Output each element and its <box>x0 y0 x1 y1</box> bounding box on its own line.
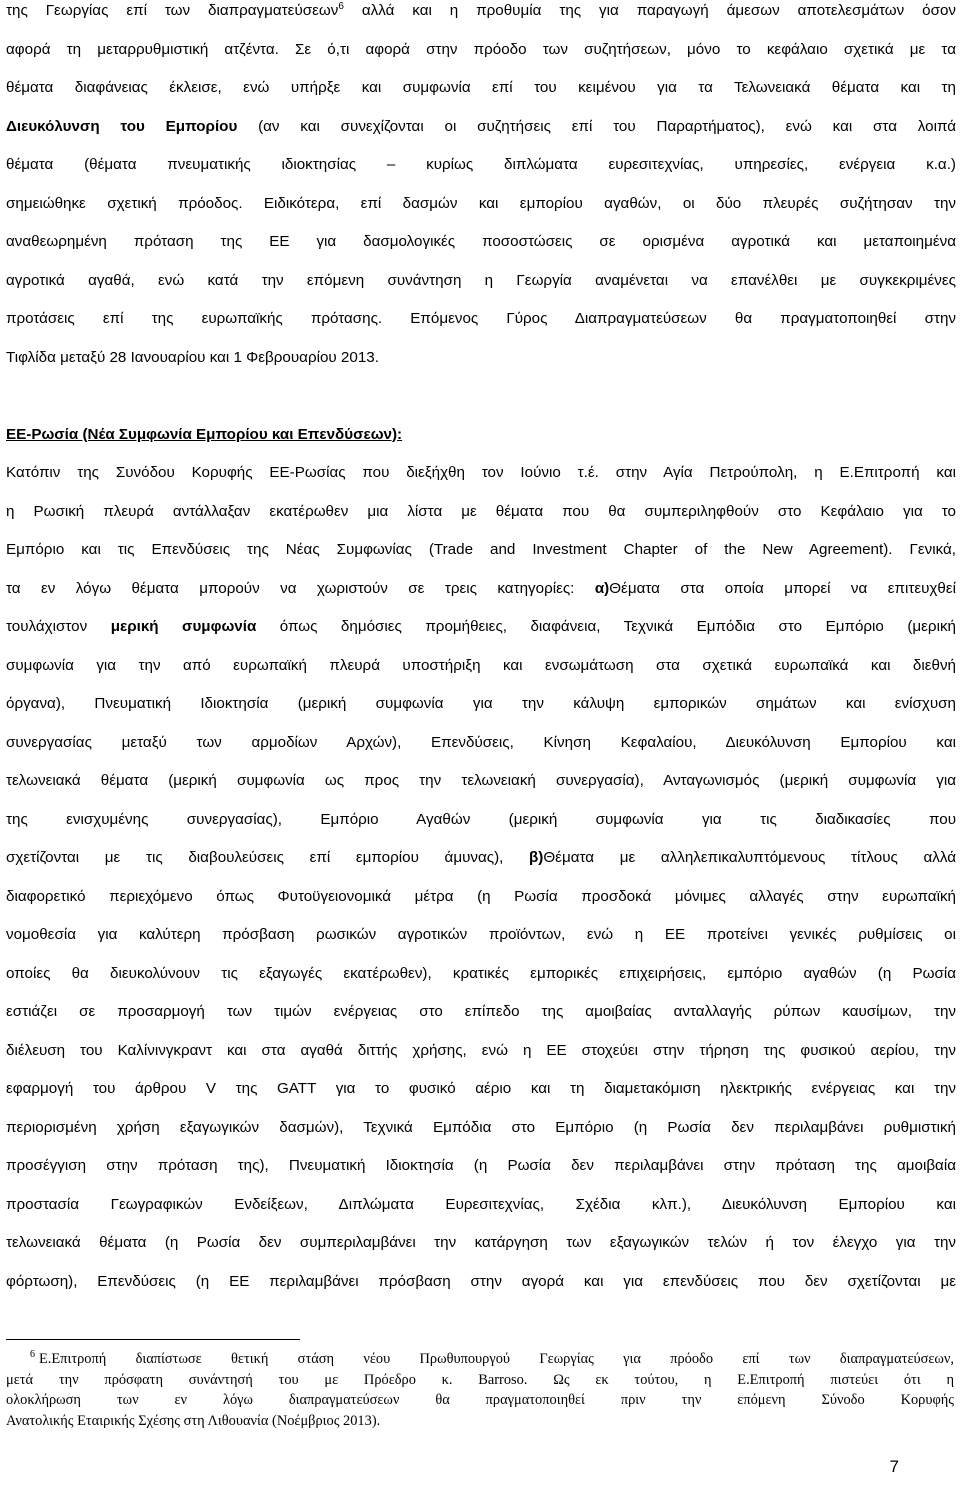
paragraph-georgia <box>6 0 956 377</box>
text-run: Ε.Επιτροπή διαπίστωσε θετική στάση νέου Πρωθυπουργού Γεωργίας για πρόοδο επί των διαπραγματεύσεων, <box>39 1351 954 1367</box>
text-line: συνεργασίας μεταξύ των αρμοδίων Αρχών), Επενδύσεις, Κίνηση Κεφαλαίου, Διευκόλυνση Εμπορίου και <box>6 733 956 751</box>
footnote-line <box>6 1349 954 1370</box>
text-line: προτάσεις επί της ευρωπαϊκής πρότασης. Επόμενος Γύρος Διαπραγματεύσεων θα πραγματοποιηθεί στην <box>6 310 956 327</box>
text-run: Θέματα με αλληλεπικαλυπτόμενους τίτλους αλλά <box>543 849 956 866</box>
text-run: τουλάχιστον <box>6 618 111 635</box>
text-line: οποίες θα διευκολύνουν τις εξαγωγές εκατέρωθεν), κρατικές εμπορικές επιχειρήσεις, εμπόριο αγαθών (η Ρωσία <box>6 964 956 982</box>
text-line: εστιάζει σε προσαρμογή των τιμών ενέργειας στο επίπεδο της αμοιβαίας ανταλλαγής ρύπων καυσίμων, την <box>6 1003 956 1020</box>
footnote-line: Ανατολικής Εταιρικής Σχέσης στη Λιθουανία (Νοέμβριος 2013). <box>6 1412 381 1429</box>
text-line <box>6 108 956 147</box>
text-line: θέματα (θέματα πνευματικής ιδιοκτησίας – κυρίως διπλώματα ευρεσιτεχνίας, υπηρεσίες, ενέργεια κ.α.) <box>6 156 956 173</box>
text-line: σημειώθηκε σχετική πρόοδος. Ειδικότερα, επί δασμών και εμπορίου αγαθών, οι δύο πλευρές συζήτησαν την <box>6 194 956 212</box>
text-line <box>6 570 956 609</box>
text-run: αλλά και η προθυμία της για παραγωγή άμεσων αποτελεσμάτων όσον <box>343 2 956 19</box>
text-line: τελωνειακά θέματα (μερική συμφωνία ως προς την τελωνειακή συνεργασία), Ανταγωνισμός (μερική συμφωνία για <box>6 772 956 789</box>
text-line: Κατόπιν της Συνόδου Κορυφής ΕΕ-Ρωσίας που διεξήχθη τον Ιούνιο τ.έ. στην Αγία Πετρούπολη, η Ε.Επιτροπή και <box>6 464 956 481</box>
text-line: νομοθεσία για καλύτερη πρόσβαση ρωσικών αγροτικών προϊόντων, ενώ η ΕΕ προτείνει γενικές ρυθμίσεις οι <box>6 926 956 943</box>
text-line: η Ρωσική πλευρά αντάλλαξαν εκατέρωθεν μια λίστα με θέματα που θα συμπεριληφθούν στο Κεφάλαιο για το <box>6 502 956 520</box>
text-line: αναθεωρημένη πρόταση της ΕΕ για δασμολογικές ποσοστώσεις σε ορισμένα αγροτικά και μεταποιημένα <box>6 233 956 250</box>
text-line <box>6 608 956 647</box>
text-line: προσέγγιση στην πρόταση της), Πνευματική Ιδιοκτησία (η Ρωσία δεν περιλαμβάνει στην πρόταση της αμοιβαία <box>6 1157 956 1174</box>
document-page <box>6 0 956 1301</box>
text-line: όργανα), Πνευματική Ιδιοκτησία (μερική συμφωνία για την κάλυψη εμπορικών σημάτων και ενίσχυση <box>6 695 956 712</box>
bold-term: α) <box>594 579 610 597</box>
text-line: της ενισχυμένης συνεργασίας), Εμπόριο Αγαθών (μερική συμφωνία για τις διαδικασίες που <box>6 810 956 828</box>
text-line: Τιφλίδα μεταξύ 28 Ιανουαρίου και 1 Φεβρουαρίου 2013. <box>6 348 379 366</box>
footnote-reference[interactable]: 6 <box>338 0 344 12</box>
text-line: προστασία Γεωγραφικών Ενδείξεων, Διπλώματα Ευρεσιτεχνίας, Σχέδια κλπ.), Διευκόλυνση Εμπορίου και <box>6 1195 956 1213</box>
text-line: τελωνειακά θέματα (η Ρωσία δεν συμπεριλαμβάνει την κατάργηση των εξαγωγικών τελών ή τον έλεγχο για την <box>6 1234 956 1251</box>
text-line: συμφωνία για την από ευρωπαϊκή πλευρά υποστήριξη και ενσωμάτωση στα σχετικά ευρωπαϊκά και διεθνή <box>6 656 956 674</box>
footnote <box>6 1349 954 1431</box>
bold-term: β) <box>529 849 544 866</box>
text-run: όπως δημόσιες προμήθειες, διαφάνεια, Τεχνικά Εμπόδια στο Εμπόριο (μερική <box>256 618 956 635</box>
text-run: (αν και συνεχίζονται οι συζητήσεις επί του Παραρτήματος), ενώ και στα λοιπά <box>237 117 956 135</box>
section-heading: ΕΕ-Ρωσία (Νέα Συμφωνία Εμπορίου και Επενδύσεων): <box>6 425 403 443</box>
text-line: περιορισμένη χρήση εξαγωγικών δασμών), Τεχνικά Εμπόδια στο Εμπόριο (η Ρωσία δεν περιλαμβάνει ρυθμιστική <box>6 1118 956 1136</box>
text-line: διαφορετικό περιεχόμενο όπως Φυτοϋγειονομικά μέτρα (η Ρωσία προσδοκά μόνιμες αλλαγές στην ευρωπαϊκή <box>6 887 956 905</box>
page-number: 7 <box>889 1457 899 1476</box>
footnote-separator <box>6 1339 300 1340</box>
paragraph-spacer <box>6 377 956 416</box>
text-line <box>6 0 956 31</box>
bold-term: Διευκόλυνση του Εμπορίου <box>6 117 238 135</box>
text-line: Εμπόριο και τις Επενδύσεις της Νέας Συμφωνίας (Trade and Investment Chapter of the New Agreement). Γενικά, <box>6 541 956 558</box>
text-run: της Γεωργίας επί των διαπραγματεύσεων <box>6 2 339 19</box>
text-run: Θέματα στα οποία μπορεί να επιτευχθεί <box>609 579 956 597</box>
footnote-line: ολοκλήρωση των εν λόγω διαπραγματεύσεων θα πραγματοποιηθεί πριν την επόμενη Σύνοδο Κορυφής <box>6 1392 954 1409</box>
footnote-marker: 6 <box>30 1349 35 1361</box>
text-line: αγροτικά αγαθά, ενώ κατά την επόμενη συνάντηση η Γεωργία αναμένεται να επανέλθει με συγκεκριμένες <box>6 271 956 289</box>
text-line: φόρτωση), Επενδύσεις (η ΕΕ περιλαμβάνει πρόσβαση στην αγορά και για επενδύσεις που δεν σχετίζονται με <box>6 1272 956 1290</box>
text-run: τα εν λόγω θέματα μπορούν να χωριστούν σε τρεις κατηγορίες: <box>6 579 595 597</box>
bold-term: μερική συμφωνία <box>110 618 257 635</box>
text-line: θέματα διαφάνειας έκλεισε, ενώ υπήρξε και συμφωνία επί του κειμένου για τα Τελωνειακά θέματα και τη <box>6 79 956 96</box>
text-line: διέλευση του Καλίνινγκραντ και στα αγαθά διττής χρήσης, ενώ η ΕΕ στοχεύει στην τήρηση της φυσικού αερίου, την <box>6 1041 956 1059</box>
footnote-line: μετά την πρόσφατη συνάντησή του με Πρόεδρο κ. Barroso. Ως εκ τούτου, η Ε.Επιτροπή πιστεύει ότι η <box>6 1371 954 1388</box>
text-line: αφορά τη μεταρρυθμιστική ατζέντα. Σε ό,τι αφορά στην πρόοδο των συζητήσεων, μόνο το κεφάλαιο σχετικά με τα <box>6 40 956 58</box>
section-eu-russia <box>6 416 956 1302</box>
text-run: σχετίζονται με τις διαβουλεύσεις επί εμπορίου άμυνας), <box>6 849 530 866</box>
text-line: εφαρμογή του άρθρου V της GATT για το φυσικό αέριο και τη διαμετακόμιση ηλεκτρικής ενέργειας και την <box>6 1080 956 1097</box>
text-line <box>6 839 956 878</box>
